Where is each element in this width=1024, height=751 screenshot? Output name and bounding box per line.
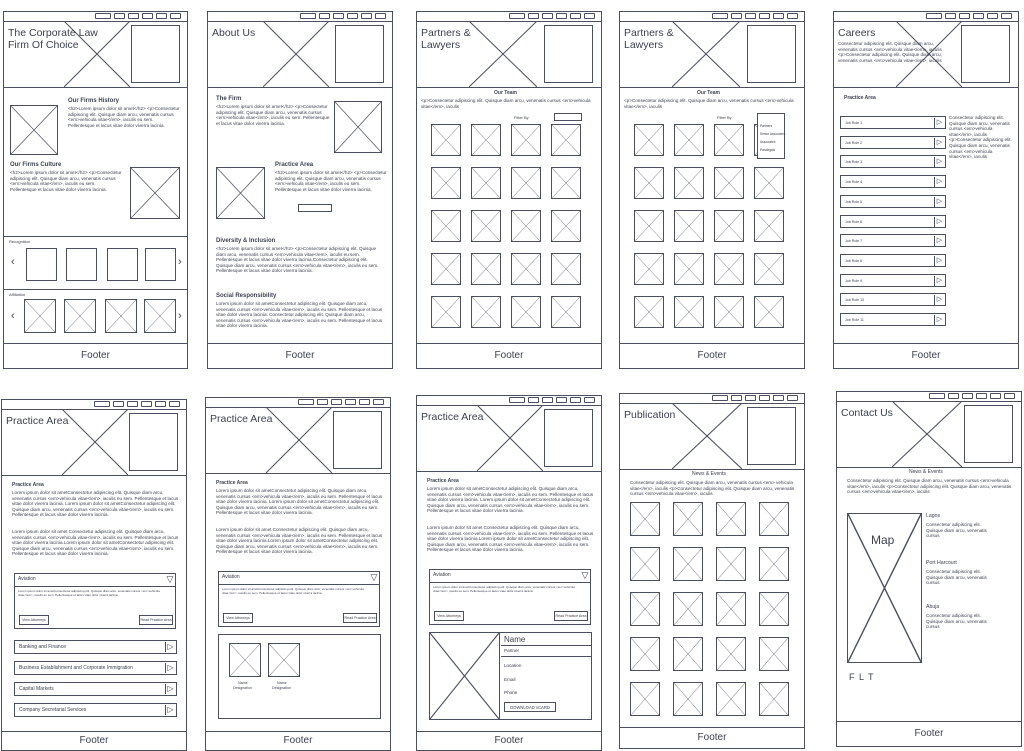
read-practice-button[interactable]: Read Practice Area bbox=[139, 615, 173, 625]
accordion-item[interactable] bbox=[14, 640, 177, 654]
publication-grid bbox=[630, 502, 798, 724]
card-image[interactable] bbox=[673, 592, 703, 626]
hero-image-placeholder bbox=[477, 405, 543, 471]
history-image bbox=[10, 105, 58, 155]
expand-icon[interactable]: ▷ bbox=[165, 684, 175, 694]
job-label: Job Role 1 bbox=[845, 121, 863, 125]
card-image[interactable] bbox=[714, 253, 744, 285]
card-image[interactable] bbox=[630, 592, 660, 626]
filter-dropdown[interactable] bbox=[554, 113, 582, 121]
card-image[interactable] bbox=[634, 296, 664, 328]
team-text: <p>Consectetur adipiscing elit. Quisque diam arcu, venenatis cursus <em>vehicula vitae</em>, iaculis bbox=[421, 98, 591, 109]
accordion-title: Aviation bbox=[222, 574, 240, 580]
view-attorneys-button[interactable]: View Attorneys bbox=[19, 615, 49, 625]
wireframe-practice-profile bbox=[416, 395, 602, 751]
card-image[interactable] bbox=[551, 210, 581, 242]
wireframe-careers bbox=[833, 11, 1019, 369]
job-row[interactable] bbox=[840, 293, 946, 306]
firm-image bbox=[334, 101, 382, 153]
job-row[interactable] bbox=[840, 175, 946, 188]
history-text: <h2>Lorem ipsum dolor sit amet</h2> <p>Consectetur adipiscing elit. Quisque diam arcu, venenatis cursus <em>vehicula vitae</em>, iaculis eu sem. Pellentesque et lacus vitae dolor viverra lacinia. bbox=[68, 106, 180, 128]
page-title: Practice Area bbox=[210, 413, 273, 425]
practice-text: Lorem ipsum dolor sit amet Consectetur adipiscing elit. Quisque diam arcu, venenatis cursus <em>vehicula vitae</em>, iaculis eu sem. Pellentesque et lacus vitae dolor viverra lacinia.Lorem ipsum dolor sit ametConsectetur adipiscing elit. Quisque diam arcu, venenatis cursus <em>vehicula vitae</em>, iaculis eu sem. Pellentesque et lacus vitae dolor viverra lacinia. bbox=[12, 529, 179, 557]
card-image[interactable] bbox=[630, 637, 660, 671]
carousel-next-icon[interactable]: › bbox=[178, 310, 182, 322]
careers-intro: Consectetur adipiscing elit. Quisque diam arcu, venenatis cursus <em>vehicula vitae</em>, iaculis <p>Consectetur adipiscing elit. Quisque diam arcu, venenatis cursus <em>vehicula vitae</em>, iaculis bbox=[838, 41, 942, 63]
practice-heading: Practice Area bbox=[275, 162, 314, 168]
hero-banner bbox=[620, 21, 804, 88]
contact-text: Consectetur adipiscing elit. Quisque diam arcu, venenatis cursus <em>vehicula vitae</em>, iaculis <p>Consectetur adipiscing elit. Quisque diam arcu, venenatis cursus <em>vehicula vitae</em>, iaculis bbox=[847, 478, 1012, 495]
card-image[interactable] bbox=[716, 547, 746, 581]
filter-option[interactable]: Paralegals bbox=[760, 148, 776, 152]
filter-label: Filter By bbox=[717, 115, 732, 120]
practice-text: Lorem ipsum dolor sit ametConsectetur adipiscing elit. Quisque diam arcu, venenatis cursus <em>vehicula vitae</em>, iaculis eu sem. Pellentesque et lacus vitae dolor viverra lacinia. Lorem ipsum dolor sit ametConsectetur adipiscing elit. Quisque diam arcu, venenatis cursus <em>vehicula vitae</em>, iaculis eu sem. Pellentesque et lacus vitae dolor viverra lacinia. bbox=[427, 486, 594, 514]
job-label: Job Role 2 bbox=[845, 140, 863, 145]
affiliation-logo bbox=[105, 299, 137, 333]
card-image[interactable] bbox=[674, 253, 704, 285]
page-title: Practice Area bbox=[6, 415, 69, 427]
profile-card bbox=[429, 632, 592, 720]
card-image[interactable] bbox=[471, 253, 501, 285]
job-row[interactable] bbox=[840, 313, 946, 326]
job-label: Job Role 8 bbox=[845, 258, 863, 263]
wireframe-contact bbox=[836, 391, 1022, 747]
carousel-next-icon[interactable]: › bbox=[178, 256, 182, 268]
affiliation-logo bbox=[64, 299, 96, 333]
card-image[interactable] bbox=[471, 210, 501, 242]
card-image[interactable] bbox=[431, 124, 461, 156]
card-image[interactable] bbox=[716, 637, 746, 671]
expand-icon[interactable]: ▷ bbox=[934, 118, 944, 128]
expand-icon[interactable]: ▷ bbox=[934, 276, 944, 286]
card-image[interactable] bbox=[759, 637, 789, 671]
firm-text: <h2>Lorem ipsum dolor sit amet</h2> <p>Consectetur adipiscing elit. Quisque diam arcu, venenatis cursus <em>vehicula vitae</em>, iaculis eu sem. Pellentesque et lacus vitae dolor viverra lacinia. bbox=[216, 104, 330, 126]
news-heading: News & Events bbox=[692, 471, 726, 477]
team-heading: Our Team bbox=[494, 90, 517, 96]
page-title: About Us bbox=[212, 27, 256, 39]
attorney-name: Name bbox=[238, 681, 248, 685]
expand-icon[interactable]: ▷ bbox=[165, 705, 175, 715]
job-row[interactable] bbox=[840, 274, 946, 287]
card-image[interactable] bbox=[759, 547, 789, 581]
card-image[interactable] bbox=[630, 502, 660, 536]
filter-option[interactable]: Associates bbox=[760, 140, 776, 144]
news-heading: News & Events bbox=[909, 469, 943, 475]
card-image[interactable] bbox=[511, 296, 541, 328]
job-list bbox=[840, 116, 946, 336]
card-image[interactable] bbox=[673, 682, 703, 716]
culture-heading: Our Firms Culture bbox=[10, 162, 62, 168]
card-image[interactable] bbox=[634, 253, 664, 285]
card-image[interactable] bbox=[630, 547, 660, 581]
accordion-item[interactable] bbox=[14, 703, 177, 717]
accordion-header[interactable] bbox=[429, 569, 591, 583]
profile-role: Partner bbox=[504, 648, 520, 653]
footer: Footer bbox=[620, 727, 804, 748]
attorney-designation: Designation bbox=[272, 686, 291, 690]
page-title: Publication bbox=[624, 409, 676, 421]
expand-icon[interactable]: ▷ bbox=[934, 217, 944, 227]
menu-widget[interactable] bbox=[544, 409, 593, 467]
attorney-designation: Designation bbox=[233, 686, 252, 690]
attorney-photo bbox=[229, 643, 261, 677]
hero-banner bbox=[206, 407, 390, 474]
diversity-text: <h2>Lorem ipsum dolor sit amet</h2> <p>Consectetur adipiscing elit. Quisque diam arcu, venenatis cursus <em>vehicula vitae</em>, iaculis eu sem. Pellentesque et lacus vitae dolor viverra lacinia.Consectetur adipiscing elit. Quisque diam arcu, venenatis cursus <em>vehicula vitae</em>, iaculis eu sem. Pellentesque et lacus vitae dolor viverra lacinia. bbox=[216, 246, 379, 274]
card-image[interactable] bbox=[759, 682, 789, 716]
job-row[interactable] bbox=[840, 234, 946, 247]
hero-banner bbox=[208, 21, 392, 88]
accordion-list bbox=[14, 640, 177, 720]
card-image[interactable] bbox=[511, 167, 541, 199]
hero-image-placeholder bbox=[266, 407, 332, 473]
attorney-photo bbox=[268, 643, 300, 677]
menu-widget[interactable] bbox=[131, 25, 180, 83]
hero-banner bbox=[417, 405, 601, 472]
job-row[interactable] bbox=[840, 215, 946, 228]
wireframe-home bbox=[3, 11, 188, 369]
affiliation-logo bbox=[24, 299, 56, 333]
hero-banner bbox=[837, 401, 1021, 468]
card-image[interactable] bbox=[431, 210, 461, 242]
team-grid bbox=[431, 124, 591, 336]
accordion-title: Business Establishment and Corporate Immigration bbox=[19, 665, 133, 671]
footer: Footer bbox=[4, 343, 187, 368]
card-image[interactable] bbox=[471, 296, 501, 328]
expand-icon[interactable]: ▷ bbox=[934, 315, 944, 325]
menu-widget[interactable] bbox=[961, 25, 1010, 83]
job-label: Job Role 4 bbox=[845, 180, 863, 185]
accordion-expanded[interactable] bbox=[429, 569, 591, 625]
practice-heading: Practice Area bbox=[844, 95, 876, 101]
team-text: <p>Consectetur adipiscing elit. Quisque diam arcu, venenatis cursus <em>vehicula vitae</em>, iaculis bbox=[624, 98, 794, 109]
careers-side-text: Consectetur adipiscing elit. Quisque diam arcu, venenatis cursus <em>vehicula vitae</em>, iaculis <p>Consectetur adipiscing elit. Quisque diam arcu, venenatis cursus <em>vehicula vitae</em>, iaculis bbox=[949, 115, 1012, 160]
footer: Footer bbox=[620, 343, 804, 368]
job-label: Job Role 11 bbox=[845, 318, 864, 322]
footer: Footer bbox=[208, 343, 392, 368]
page-title: Practice Area bbox=[421, 411, 484, 423]
expand-icon[interactable]: ▷ bbox=[165, 663, 175, 673]
filter-label: Filter By bbox=[514, 115, 529, 120]
carousel-prev-icon[interactable]: ‹ bbox=[11, 310, 15, 322]
card-image[interactable] bbox=[716, 592, 746, 626]
accordion-text: Lorem ipsum dolor sit ametConsectetur adipiscing elit. Quisque diam arcu, venenatis cursus <em>vehicula vitae</em>, iaculis eu sem. Pellentesque et lacus vitae dolor viverra lacinia. bbox=[433, 586, 575, 593]
accordion-text: Lorem ipsum dolor sit ametConsectetur adipiscing elit. Quisque diam arcu, venenatis cursus <em>vehicula vitae</em>, iaculis eu sem. Pellentesque et lacus vitae dolor viverra lacinia. bbox=[222, 588, 364, 595]
card-image[interactable] bbox=[511, 124, 541, 156]
menu-widget[interactable] bbox=[335, 25, 384, 83]
filter-option[interactable]: Senior Associates bbox=[760, 132, 786, 136]
accordion-title: Aviation bbox=[18, 576, 36, 582]
job-row[interactable] bbox=[840, 155, 946, 168]
recognition-item bbox=[26, 248, 57, 281]
accordion-title: Banking and Finance bbox=[19, 644, 66, 650]
filter-option[interactable]: Partners bbox=[760, 124, 773, 128]
menu-widget[interactable] bbox=[747, 25, 796, 83]
hero-banner bbox=[620, 403, 804, 470]
accordion-header[interactable] bbox=[14, 573, 176, 587]
hero-image-placeholder bbox=[672, 403, 742, 469]
office-text: Consectetur adipiscing elit. Quisque diam arcu, venenatis cursus bbox=[926, 522, 987, 539]
map-label: Map bbox=[871, 533, 895, 547]
footer: Footer bbox=[837, 721, 1021, 746]
read-practice-button[interactable]: Read Practice Area bbox=[554, 611, 588, 621]
wireframe-publication bbox=[619, 393, 805, 749]
job-row[interactable] bbox=[840, 136, 946, 149]
job-label: Job Role 3 bbox=[845, 160, 863, 165]
expand-icon[interactable]: ▷ bbox=[934, 295, 944, 305]
practice-heading: Practice Area bbox=[12, 482, 44, 488]
office-city: Abuja bbox=[926, 604, 940, 610]
practice-text: Lorem ipsum dolor sit amet Consectetur adipiscing elit. Quisque diam arcu, venenatis cursus <em>vehicula vitae</em>, iaculis eu sem. Pellentesque et lacus vitae dolor viverra lacinia.Lorem ipsum dolor sit ametConsectetur adipiscing elit. Quisque diam arcu, venenatis cursus <em>vehicula vitae</em>, iaculis eu sem. Pellentesque et lacus vitae dolor viverra lacinia. bbox=[427, 525, 594, 553]
hero-banner bbox=[4, 21, 187, 88]
card-image[interactable] bbox=[471, 124, 501, 156]
recognition-item bbox=[66, 248, 97, 281]
practice-text: <h2>Lorem ipsum dolor sit amet</h2> <p>Consectetur adipiscing elit. Quisque diam arcu, venenatis cursus <em>vehicula vitae</em>, iaculis eu sem. Pellentesque et lacus vitae dolor viverra lacinia. bbox=[275, 170, 387, 192]
hero-image-placeholder bbox=[263, 21, 329, 87]
card-image[interactable] bbox=[674, 296, 704, 328]
card-image[interactable] bbox=[673, 637, 703, 671]
news-text: Consectetur adipiscing elit. Quisque diam arcu, venenatis cursus <em> vehicula vitae</em>, iaculis <p>Consectetur adipiscing elit. Quisque diam arcu, venenatis cursus <em>vehicula vitae</em>, iaculis bbox=[630, 480, 795, 497]
profile-name: Name bbox=[504, 635, 526, 644]
footer: Footer bbox=[834, 343, 1018, 368]
practice-heading: Practice Area bbox=[427, 478, 459, 484]
card-image[interactable] bbox=[714, 124, 744, 156]
card-image[interactable] bbox=[674, 167, 704, 199]
read-practice-button[interactable]: Read Practice Area bbox=[343, 613, 377, 623]
practice-text: Lorem ipsum dolor sit ametConsectetur adipiscing elit. Quisque diam arcu, venenatis cursus <em>vehicula vitae</em>, iaculis eu sem. Pellentesque et lacus vitae dolor viverra lacinia. Lorem ipsum dolor sit ametConsectetur adipiscing elit. Quisque diam arcu, venenatis cursus <em>vehicula vitae</em>, iaculis eu sem. Pellentesque et lacus vitae dolor viverra lacinia. bbox=[216, 488, 383, 516]
footer: Footer bbox=[417, 343, 601, 368]
accordion-title: Capital Markets bbox=[19, 686, 54, 692]
hero-banner bbox=[2, 409, 186, 476]
accordion-title: Aviation bbox=[433, 572, 451, 578]
history-heading: Our Firms History bbox=[68, 98, 120, 104]
footer: Footer bbox=[417, 731, 601, 750]
menu-widget[interactable] bbox=[544, 25, 593, 83]
card-image[interactable] bbox=[551, 124, 581, 156]
wireframe-practice-team bbox=[205, 397, 391, 751]
hero-image-placeholder bbox=[892, 401, 962, 467]
expand-icon[interactable]: ▷ bbox=[934, 138, 944, 148]
page-title: Contact Us bbox=[841, 407, 893, 419]
page-title: Partners & Lawyers bbox=[421, 27, 471, 51]
view-attorneys-button[interactable]: View Attorneys bbox=[434, 611, 464, 621]
practice-image bbox=[216, 167, 265, 219]
footer: Footer bbox=[2, 731, 186, 750]
job-row[interactable] bbox=[840, 195, 946, 208]
card-image[interactable] bbox=[759, 592, 789, 626]
page-title: Partners & Lawyers bbox=[624, 27, 674, 51]
card-image[interactable] bbox=[716, 502, 746, 536]
job-label: Job Role 6 bbox=[845, 219, 863, 224]
accordion-item[interactable] bbox=[14, 682, 177, 696]
card-image[interactable] bbox=[551, 167, 581, 199]
job-label: Job Role 7 bbox=[845, 239, 863, 244]
card-image[interactable] bbox=[634, 167, 664, 199]
wireframe-practice-accordion bbox=[1, 399, 187, 751]
filter-dropdown-open[interactable] bbox=[757, 113, 785, 159]
carousel-prev-icon[interactable]: ‹ bbox=[11, 256, 15, 268]
collapse-icon[interactable]: ▽ bbox=[166, 574, 174, 584]
card-image[interactable] bbox=[759, 502, 789, 536]
wireframe-partners-filter bbox=[619, 11, 805, 369]
hero-banner bbox=[834, 21, 1018, 88]
expand-icon[interactable]: ▷ bbox=[934, 157, 944, 167]
profile-phone: Phone bbox=[504, 690, 518, 695]
recognition-item bbox=[107, 248, 138, 281]
profile-photo bbox=[430, 633, 500, 719]
footer: Footer bbox=[206, 731, 390, 750]
accordion-title: Company Secretarial Services bbox=[19, 707, 87, 713]
practice-text: Lorem ipsum dolor sit ametConsectetur adipiscing elit. Quisque diam arcu, venenatis cursus <em>vehicula vitae</em>, iaculis eu sem. Pellentesque et lacus vitae dolor viverra lacinia. Lorem ipsum dolor sit ametConsectetur adipiscing elit. Quisque diam arcu, venenatis cursus <em>vehicula vitae</em>, iaculis eu sem. Pellentesque et lacus vitae dolor viverra lacinia. bbox=[12, 490, 179, 518]
expand-icon[interactable]: ▷ bbox=[165, 642, 175, 652]
accordion-header[interactable] bbox=[218, 571, 380, 585]
page-title: The Corporate Law Firm Of Choice bbox=[8, 27, 98, 51]
page-title: Careers bbox=[838, 27, 876, 39]
card-image[interactable] bbox=[754, 253, 784, 285]
office-text: Consectetur adipiscing elit. Quisque diam arcu, venenatis cursus bbox=[926, 613, 987, 630]
card-image[interactable] bbox=[431, 296, 461, 328]
accordion-item[interactable] bbox=[14, 661, 177, 675]
card-image[interactable] bbox=[714, 210, 744, 242]
social-heading: Social Responsibility bbox=[216, 293, 277, 299]
office-city: Lagos bbox=[926, 513, 941, 519]
profile-location: Location bbox=[504, 663, 522, 668]
attorney-name: Name bbox=[277, 681, 287, 685]
team-heading: Our Team bbox=[697, 90, 720, 96]
card-image[interactable] bbox=[630, 682, 660, 716]
expand-icon[interactable]: ▷ bbox=[934, 256, 944, 266]
card-image[interactable] bbox=[673, 502, 703, 536]
attorney-panel bbox=[218, 634, 381, 719]
card-image[interactable] bbox=[551, 296, 581, 328]
card-image[interactable] bbox=[471, 167, 501, 199]
job-label: Job Role 10 bbox=[845, 298, 865, 303]
office-city: Port Harcourt bbox=[926, 560, 957, 566]
profile-email: Email bbox=[504, 677, 516, 682]
job-label: Job Role 5 bbox=[845, 199, 863, 204]
read-more-button[interactable] bbox=[298, 204, 332, 212]
hero-image-placeholder bbox=[62, 409, 128, 475]
card-image[interactable] bbox=[673, 547, 703, 581]
recognition-item bbox=[145, 248, 176, 281]
card-image[interactable] bbox=[714, 167, 744, 199]
card-image[interactable] bbox=[551, 253, 581, 285]
wireframe-partners bbox=[416, 11, 602, 369]
firm-heading: The Firm bbox=[216, 96, 242, 102]
job-label: Job Role 9 bbox=[845, 278, 863, 283]
menu-widget[interactable] bbox=[747, 407, 796, 465]
affiliation-label: Affiliation bbox=[9, 292, 26, 297]
collapse-icon[interactable]: ▽ bbox=[370, 572, 378, 582]
affiliation-logo bbox=[144, 299, 176, 333]
menu-widget[interactable] bbox=[964, 405, 1013, 463]
practice-heading: Practice Area bbox=[216, 480, 248, 486]
hero-banner bbox=[417, 21, 601, 88]
culture-image bbox=[130, 167, 180, 219]
accordion-text: Lorem ipsum dolor sit ametConsectetur adipiscing elit. Quisque diam arcu, venenatis cursus <em>vehicula vitae</em>, iaculis eu sem. Pellentesque et lacus vitae dolor viverra lacinia. bbox=[18, 590, 160, 597]
social-text: Lorem ipsum dolor sit ametConsectetur adipiscing elit. Quisque diam arcu, venenatis cursus <em>vehicula vitae</em>, iaculis eu sem. Pellentesque et lacus vitae dolor viverra lacinia. Consectetur adipiscing elit. Quisque diam arcu, venenatis cursus <em>vehicula vitae</em>, iaculis eu sem. Pellentesque et lacus vitae dolor viverra lacinia. bbox=[216, 301, 383, 329]
job-row[interactable] bbox=[840, 254, 946, 267]
card-image[interactable] bbox=[714, 296, 744, 328]
collapse-icon[interactable]: ▽ bbox=[581, 570, 589, 580]
expand-icon[interactable]: ▷ bbox=[934, 197, 944, 207]
culture-text: <h2>Lorem ipsum dolor sit amet</h2> <p>Consectetur adipiscing elit. Quisque diam arcu, venenatis cursus <em>vehicula vitae</em>, iaculis eu sem. Pellentesque et lacus vitae dolor viverra lacinia. bbox=[10, 170, 122, 192]
card-image[interactable] bbox=[754, 296, 784, 328]
card-image[interactable] bbox=[674, 124, 704, 156]
card-image[interactable] bbox=[754, 210, 784, 242]
recognition-label: Recognition bbox=[9, 239, 31, 244]
diversity-heading: Diversity & Inclusion bbox=[216, 238, 276, 244]
card-image[interactable] bbox=[634, 124, 664, 156]
expand-icon[interactable]: ▷ bbox=[934, 236, 944, 246]
download-vcard-button[interactable]: DOWNLOAD vCARD bbox=[504, 702, 556, 712]
card-image[interactable] bbox=[431, 167, 461, 199]
job-row[interactable] bbox=[840, 116, 946, 129]
office-text: Consectetur adipiscing elit. Quisque diam arcu, venenatis cursus bbox=[926, 569, 987, 586]
card-image[interactable] bbox=[511, 210, 541, 242]
wireframe-about bbox=[207, 11, 393, 369]
firm-logo: F L T bbox=[849, 672, 875, 682]
accordion-expanded[interactable] bbox=[218, 571, 380, 627]
card-image[interactable] bbox=[674, 210, 704, 242]
card-image[interactable] bbox=[754, 167, 784, 199]
card-image[interactable] bbox=[431, 253, 461, 285]
menu-widget[interactable] bbox=[129, 413, 178, 471]
card-image[interactable] bbox=[634, 210, 664, 242]
accordion-expanded[interactable] bbox=[14, 573, 176, 629]
card-image[interactable] bbox=[511, 253, 541, 285]
card-image[interactable] bbox=[716, 682, 746, 716]
expand-icon[interactable]: ▷ bbox=[934, 177, 944, 187]
practice-text: Lorem ipsum dolor sit amet Consectetur adipiscing elit. Quisque diam arcu, venenatis cursus <em>vehicula vitae</em>, iaculis eu sem. Pellentesque et lacus vitae dolor viverra lacinia.Lorem ipsum dolor sit ametConsectetur adipiscing elit. Quisque diam arcu, venenatis cursus <em>vehicula vitae</em>, iaculis eu sem. Pellentesque et lacus vitae dolor viverra lacinia. bbox=[216, 527, 383, 555]
view-attorneys-button[interactable]: View Attorneys bbox=[223, 613, 253, 623]
menu-widget[interactable] bbox=[333, 411, 382, 469]
